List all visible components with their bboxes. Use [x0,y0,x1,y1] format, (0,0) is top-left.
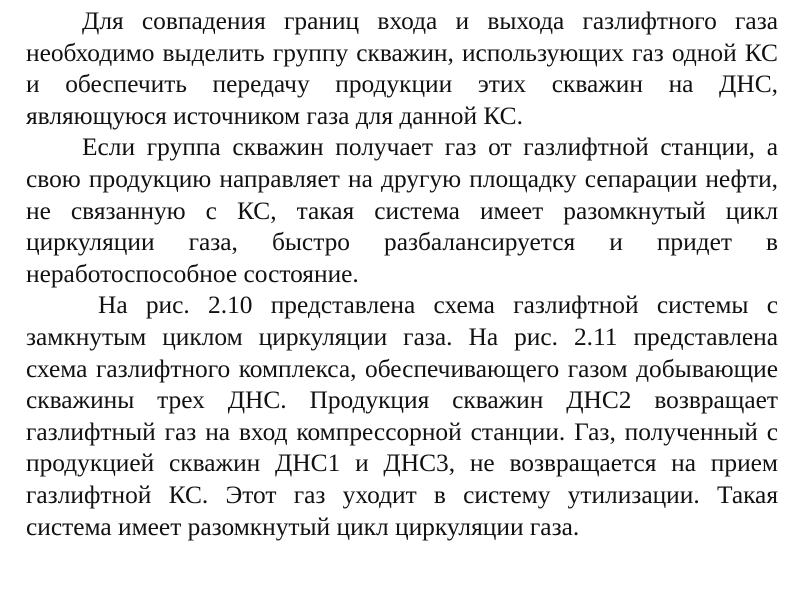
paragraph-3: На рис. 2.10 представлена схема газлифтной системы с замкнутым циклом циркуляции газа. На рис. 2.11 представлена схема газлифтного комплекса, обеспечивающего газом добывающие скважины трех ДНС. Продукция скважин ДНС2 возвращает газлифтный газ на вход компрессорной станции. Газ, полученный с продукцией скважин ДНС1 и ДНС3, не возвращается на прием газлифтной КС. Этот газ уходит в систему утилизации. Такая система имеет разомкнутый цикл циркуляции газа. [26,291,778,541]
document-page [26,6,778,543]
paragraph-1: Для совпадения границ входа и выхода газлифтного газа необходимо выделить группу скважин, использующих газ одной КС и обеспечить передачу продукции этих скважин на ДНС, являющуюся источником газа для данной КС. [26,7,778,130]
paragraph-2: Если группа скважин получает газ от газлифтной станции, а свою продукцию направляет на другую площадку сепарации нефти, не связанную с КС, такая система имеет разомкнутый цикл циркуляции газа, быстро разбалансируется и придет в неработоспособное состояние. [26,133,778,288]
